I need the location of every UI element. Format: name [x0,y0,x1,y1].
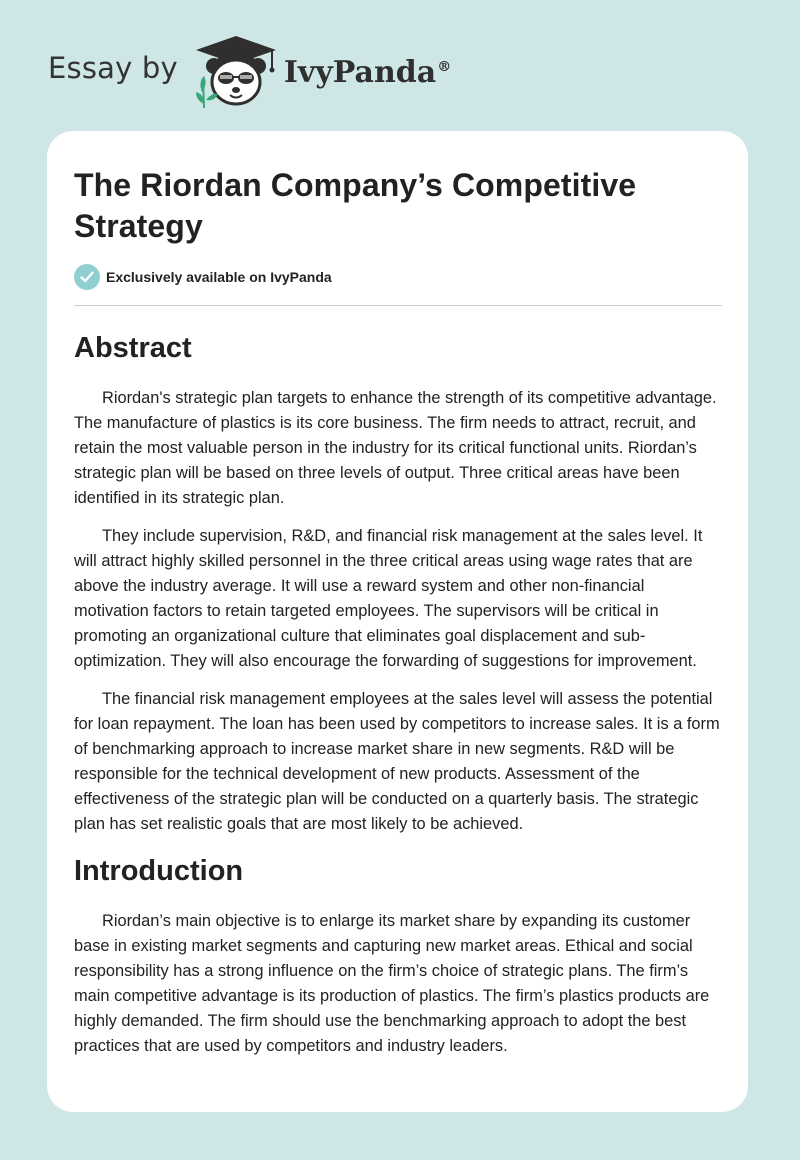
essay-card [47,131,748,1112]
section-body-introduction [74,909,722,1059]
paragraph: Riordan's strategic plan targets to enhance the strength of its competitive advantage. The manufacture of plastics is its core business. The firm needs to attract, recruit, and retain the most valuable person in the industry for its critical functional units. Riordan’s strategic plan will be based on three levels of output. Three critical areas have been identified in its strategic plan. [74,389,717,507]
ivypanda-logo-icon[interactable] [190,30,282,110]
exclusive-badge-text: Exclusively available on IvyPanda [106,269,332,285]
exclusive-badge [74,263,722,291]
section-heading-introduction: Introduction [74,855,244,887]
registered-mark: ® [437,58,452,75]
section-heading-abstract: Abstract [74,332,192,364]
paragraph: Riordan’s main objective is to enlarge its market share by expanding its customer base in existing market segments and capturing new market areas. Ethical and social responsibility has a strong influence on the firm’s choice of strategic plans. The firm’s main competitive advantage is its production of plastics. The firm’s plastics products are highly demanded. The firm should use the benchmarking approach to adopt the best practices that are used by competitors and industry leaders. [74,912,710,1055]
brand-label: IvyPanda [283,54,437,90]
site-header [48,30,508,110]
essay-by-label: Essay by [48,51,178,85]
check-icon [74,264,100,290]
divider [74,305,722,306]
essay-title: The Riordan Company’s Competitive Strategy [74,167,637,244]
paragraph: They include supervision, R&D, and financial risk management at the sales level. It will attract highly skilled personnel in the three critical areas using wage rates that are above the industry average. It will use a reward system and other non-financial motivation factors to retain targeted employees. The supervisors will be critical in promoting an organizational culture that eliminates goal displacement and sub-optimization. They will also encourage the forwarding of suggestions for improvement. [74,527,703,670]
brand-name[interactable] [284,55,451,90]
paragraph: The financial risk management employees at the sales level will assess the potential for loan repayment. The loan has been used by competitors to increase sales. It is a form of benchmarking approach to increase market share in new segments. R&D will be responsible for the technical development of new products. Assessment of the effectiveness of the strategic plan will be conducted on a quarterly basis. The strategic plan has set realistic goals that are most likely to be achieved. [74,690,720,833]
section-body-abstract [74,386,722,837]
